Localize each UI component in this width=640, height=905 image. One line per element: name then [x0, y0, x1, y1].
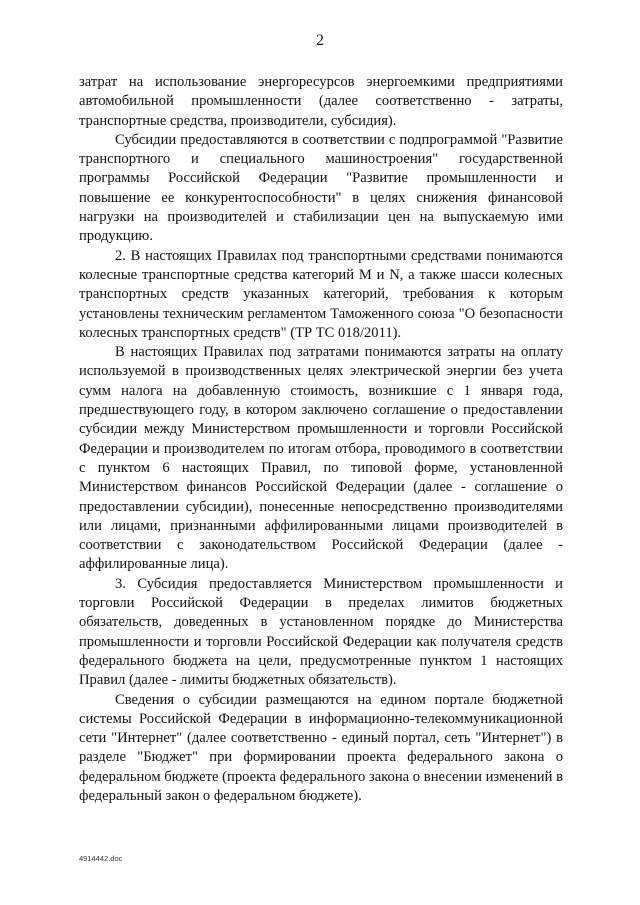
document-body: [79, 73, 563, 806]
paragraph-continuation: затрат на использование энергоресурсов энергоемкими предприятиями автомобильной промышленности (далее соответственно - затраты, транспортные средства, производители, субсидия).: [79, 74, 563, 129]
document-file-code: 4914442.doc: [79, 854, 123, 863]
paragraph-point-3: 3. Субсидия предоставляется Министерством промышленности и торговли Российской Федерации в пределах лимитов бюджетных обязательств, доведенных в установленном порядке до Министерства промышленности и торговли Российской Федерации как получателя средств федерального бюджета на цели, предусмотренные пунктом 1 настоящих Правил (далее - лимиты бюджетных обязательств).: [79, 575, 563, 689]
paragraph-subsidy-purpose: Субсидии предоставляются в соответствии с подпрограммой "Развитие транспортного и специального машиностроения" государственной программы Российской Федерации "Развитие промышленности и повышение ее конкурентоспособности" в целях снижения финансовой нагрузки на производителей и стабилизации цен на выпускаемую ими продукцию.: [79, 131, 563, 245]
paragraph-costs-definition: В настоящих Правилах под затратами понимаются затраты на оплату используемой в производственных целях электрической энергии без учета сумм налога на добавленную стоимость, возникшие с 1 января года, предшествующего году, в котором заключено соглашение о предоставлении субсидии между Министерством промышленности и торговли Российской Федерации и производителем по итогам отбора, проводимого в соответствии с пунктом 6 настоящих Правил, по типовой форме, установленной Министерством финансов Российской Федерации (далее - соглашение о предоставлении субсидии), понесенные непосредственно производителями или лицами, признанными аффилированными лицами производителей в соответствии с законодательством Российской Федерации (далее - аффилированные лица).: [79, 344, 563, 573]
page-number: 2: [316, 32, 324, 49]
paragraph-portal-info: Сведения о субсидии размещаются на едином портале бюджетной системы Российской Федерации в информационно-телекоммуникационной сети "Интернет" (далее соответственно - единый портал, сеть "Интернет") в разделе "Бюджет" при формировании проекта федерального закона о федеральном бюджете (проекта федерального закона о внесении изменений в федеральный закон о федеральном бюджете).: [79, 691, 563, 804]
paragraph-point-2: 2. В настоящих Правилах под транспортными средствами понимаются колесные транспортные средства категорий M и N, а также шасси колесных транспортных средств указанных категорий, требования к которым установлены техническим регламентом Таможенного союза "О безопасности колесных транспортных средств" (ТР ТС 018/2011).: [79, 247, 563, 341]
